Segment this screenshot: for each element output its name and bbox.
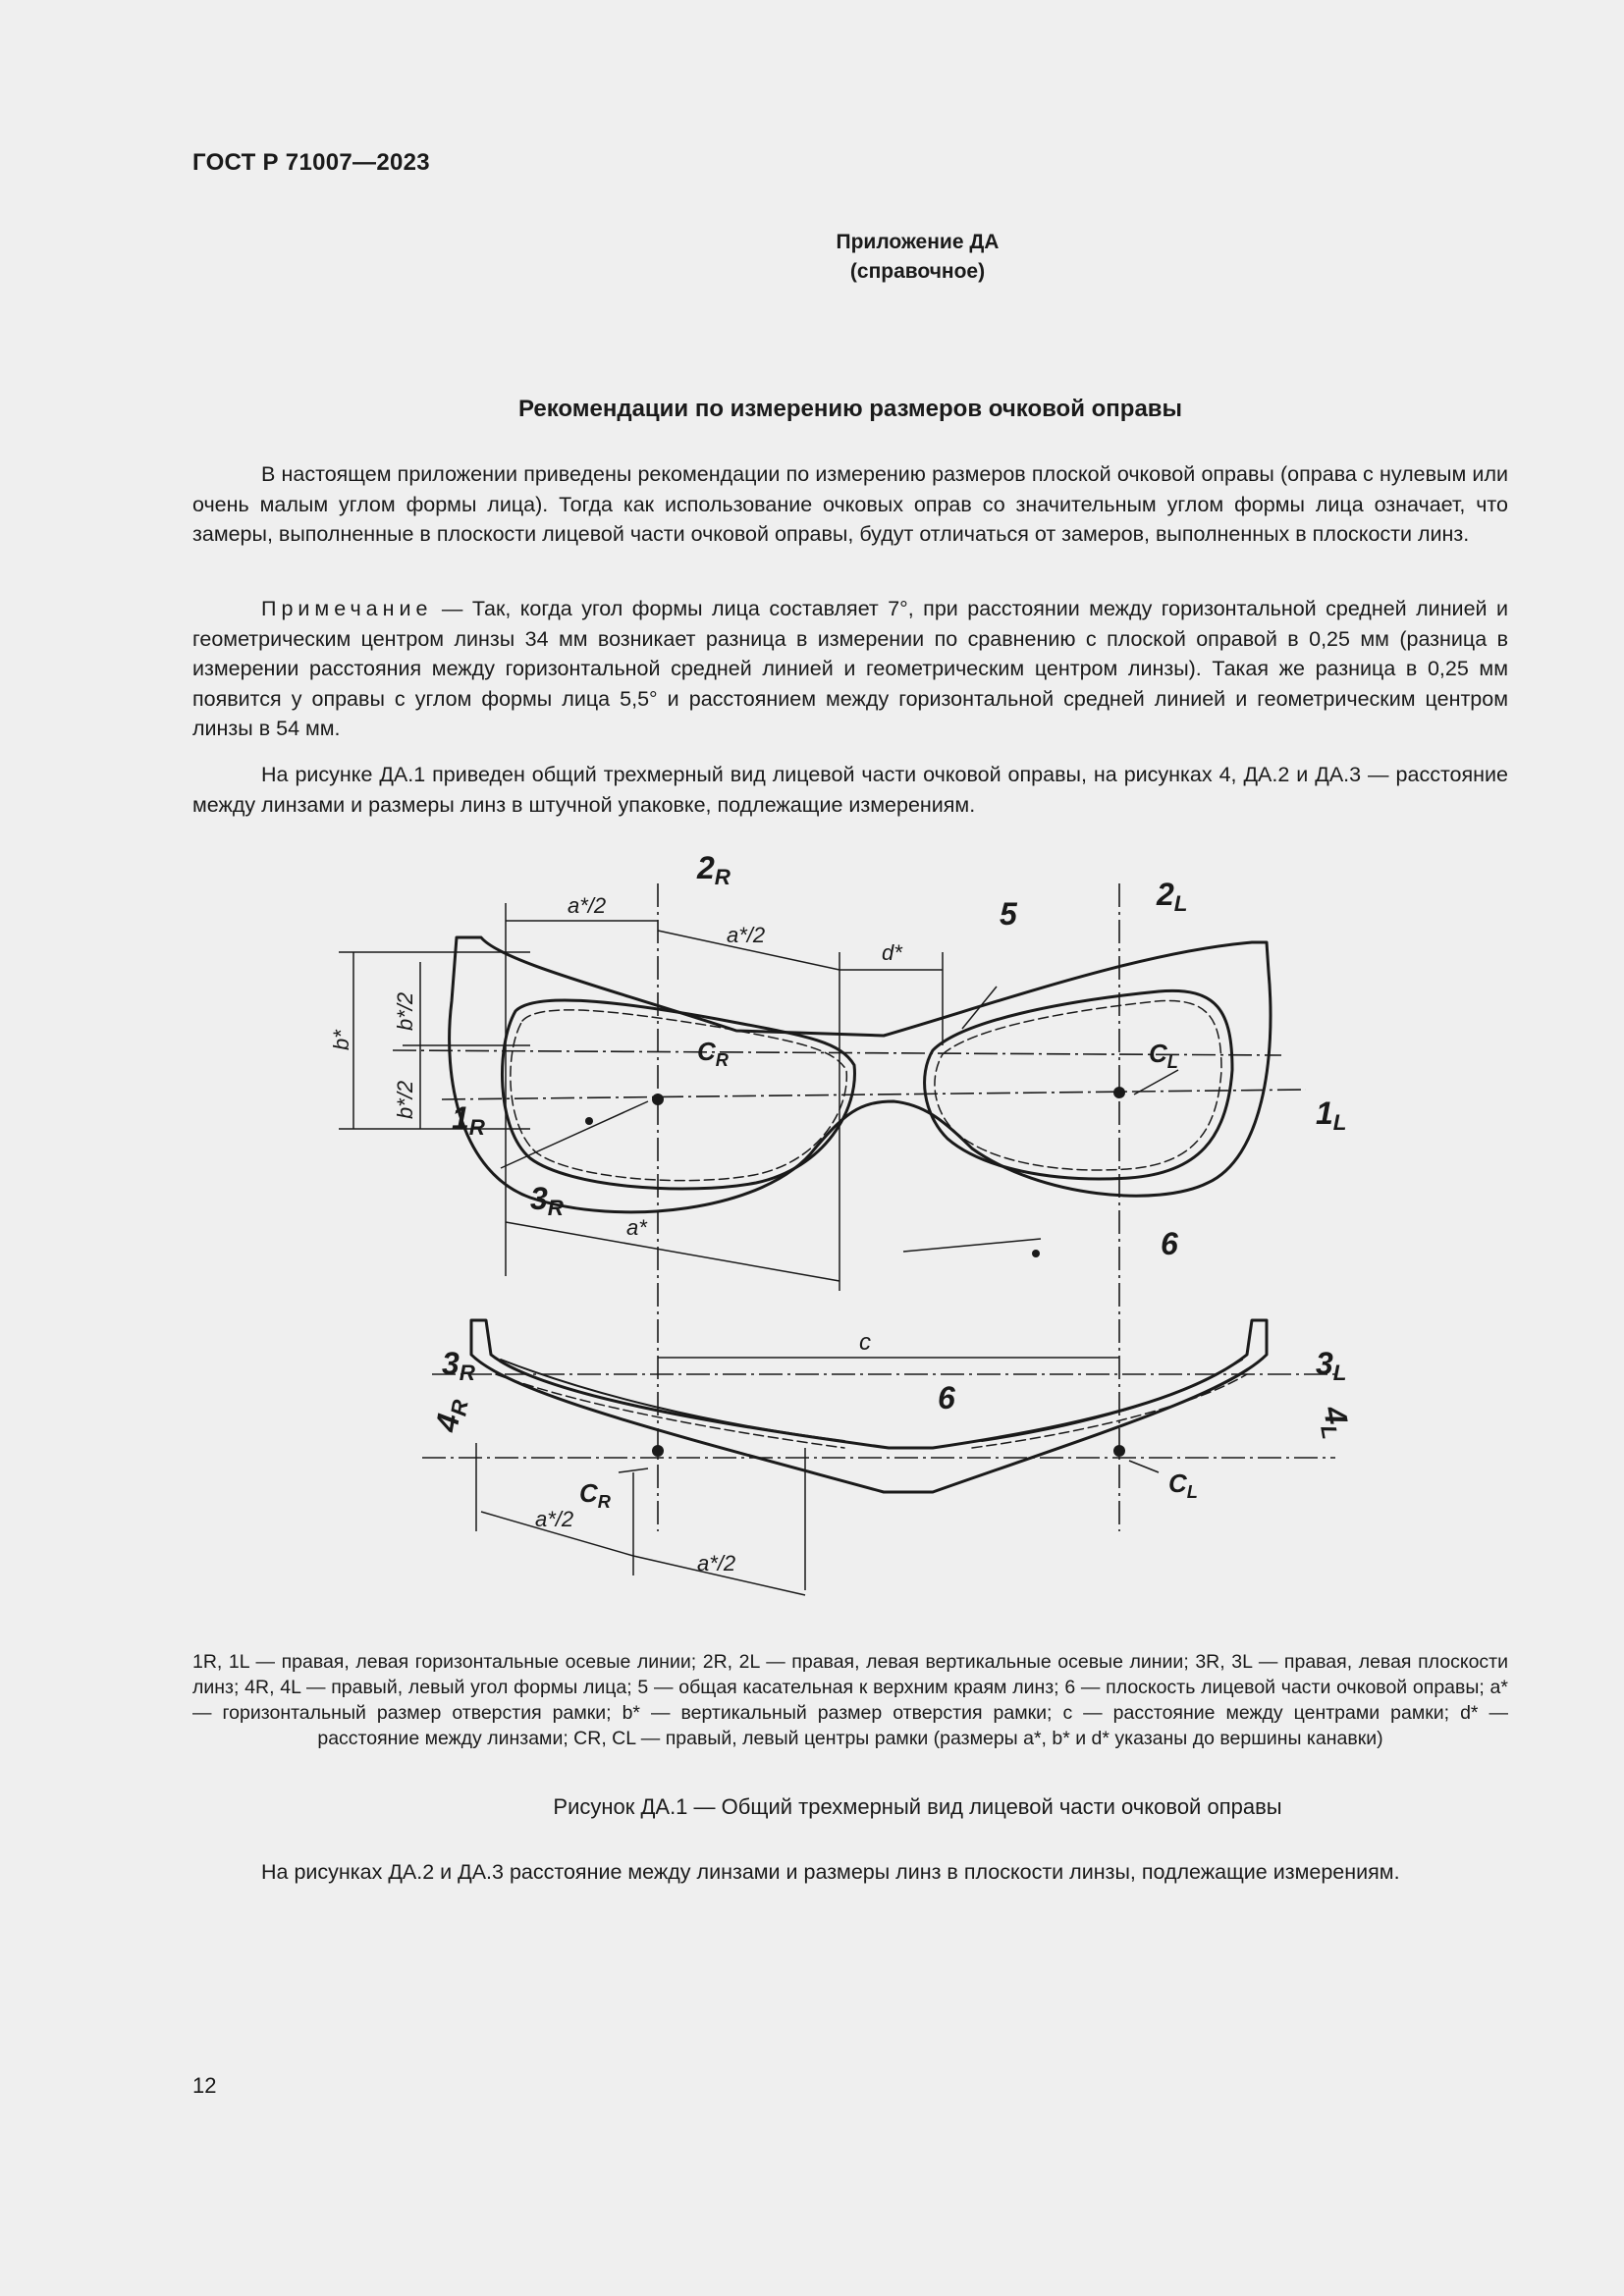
annex-heading (0, 228, 1624, 287)
label-4L: 4L (1316, 1403, 1355, 1441)
label-half-a-top: a*/2 (568, 893, 607, 918)
label-2L: 2L (1157, 877, 1188, 916)
figure-caption (0, 1794, 1624, 1820)
label-half-b-bottom: b*/2 (393, 1080, 417, 1119)
center-left-point-front (1113, 1087, 1125, 1098)
frame-outline-front (450, 937, 1271, 1212)
label-b: b* (329, 1030, 353, 1050)
center-left-point-top (1113, 1445, 1125, 1457)
label-3L-top: 3L (1316, 1346, 1347, 1385)
paragraph-figure-ref: На рисунке ДА.1 приведен общий трехмерный вид лицевой части очковой оправы, на рисунках 4, ДА.2 и ДА.3 — расстояние между линзами и размеры линз в штучной упаковке, подлежащие измерениям. (192, 763, 1508, 817)
label-4R: 4R (428, 1398, 473, 1435)
figure-caption-text: Рисунок ДА.1 — Общий трехмерный вид лицевой части очковой оправы (553, 1794, 1282, 1819)
label-6-front: 6 (1161, 1226, 1178, 1261)
lens-right-front (502, 1000, 854, 1189)
label-CR: $C_R$ (697, 1037, 729, 1070)
document-code: ГОСТ Р 71007—2023 (192, 149, 430, 176)
label-half-a-mid: a*/2 (727, 923, 766, 947)
figure-legend: 1R, 1L — правая, левая горизонтальные осевые линии; 2R, 2L — правая, левая вертикальные осевые линии; 3R, 3L — правая, левая плоскости линз; 4R, 4L — правый, левый угол формы лица; 5 — общая касательная к верхним краям линз; 6 — плоскость лицевой части очковой оправы; a*— горизонтальный размер отверстия рамки; b* — вертикальный размер отверстия рамки; c — расстояние между центрами рамки; d* — расстояние между линзами; CR, CL — правый, левый центры рамки (размеры a*, b* и d* указаны до вершины канавки) (192, 1651, 1508, 1749)
center-right-point-front (652, 1094, 664, 1105)
label-CR-top: $C_R$ (579, 1478, 611, 1512)
annex-title: Приложение ДА (836, 231, 1000, 253)
label-half-b-top: b*/2 (393, 991, 417, 1031)
label-6-top: 6 (938, 1380, 955, 1415)
label-a: a* (626, 1215, 647, 1240)
paragraph-intro: В настоящем приложении приведены рекомендации по измерению размеров плоской очковой оправы (оправа с нулевым или очень малым углом формы лица). Тогда как использование очковых оправ со значительным углом формы лица означает, что замеры, выполненные в плоскости лицевой части очковой оправы, будут отличаться от замеров, выполненных в плоскости линз. (192, 462, 1508, 546)
note-paragraph (192, 594, 1508, 744)
annex-kind: (справочное) (849, 260, 986, 283)
label-5: 5 (1000, 896, 1017, 932)
label-CL-top: $C_L$ (1168, 1468, 1198, 1502)
label-2R: 2R (697, 850, 731, 889)
label-CL: $C_L$ (1149, 1039, 1178, 1072)
page-number: 12 (192, 2073, 217, 2098)
label-1L: 1L (1316, 1095, 1347, 1135)
label-3R-front: 3R (530, 1181, 564, 1220)
label-half-a-bottom-left: a*/2 (535, 1507, 574, 1531)
note-label: Примечание (261, 597, 433, 620)
paragraph-closing: На рисунках ДА.2 и ДА.3 расстояние между линзами и размеры линз в плоскости линзы, подлежащие измерениям. (261, 1860, 1400, 1884)
section-title: Рекомендации по измерению размеров очковой оправы (517, 396, 1183, 422)
center-right-point-top (652, 1445, 664, 1457)
note-text: — Так, когда угол формы лица составляет 7°, при расстоянии между горизонтальной средней линией и геометрическим центром линзы 34 мм возникает разница в измерении по сравнению с плоской оправой в 0,25 мм (разница в измерении расстояния между горизонтальной средней линией и геометрическим центром линзы). Такая же разница в 0,25 мм появится у оправы с углом формы лица 5,5° и расстоянием между горизонтальной средней линией и геометрическим центром линзы в 54 мм. (192, 597, 1508, 740)
label-half-a-bottom-right: a*/2 (697, 1551, 736, 1575)
label-d: d* (882, 940, 902, 965)
label-1R: 1R (452, 1100, 485, 1140)
label-c: c (859, 1329, 871, 1356)
label-3R-top: 3R (442, 1346, 475, 1385)
figure-frame-diagram (295, 844, 1355, 1610)
